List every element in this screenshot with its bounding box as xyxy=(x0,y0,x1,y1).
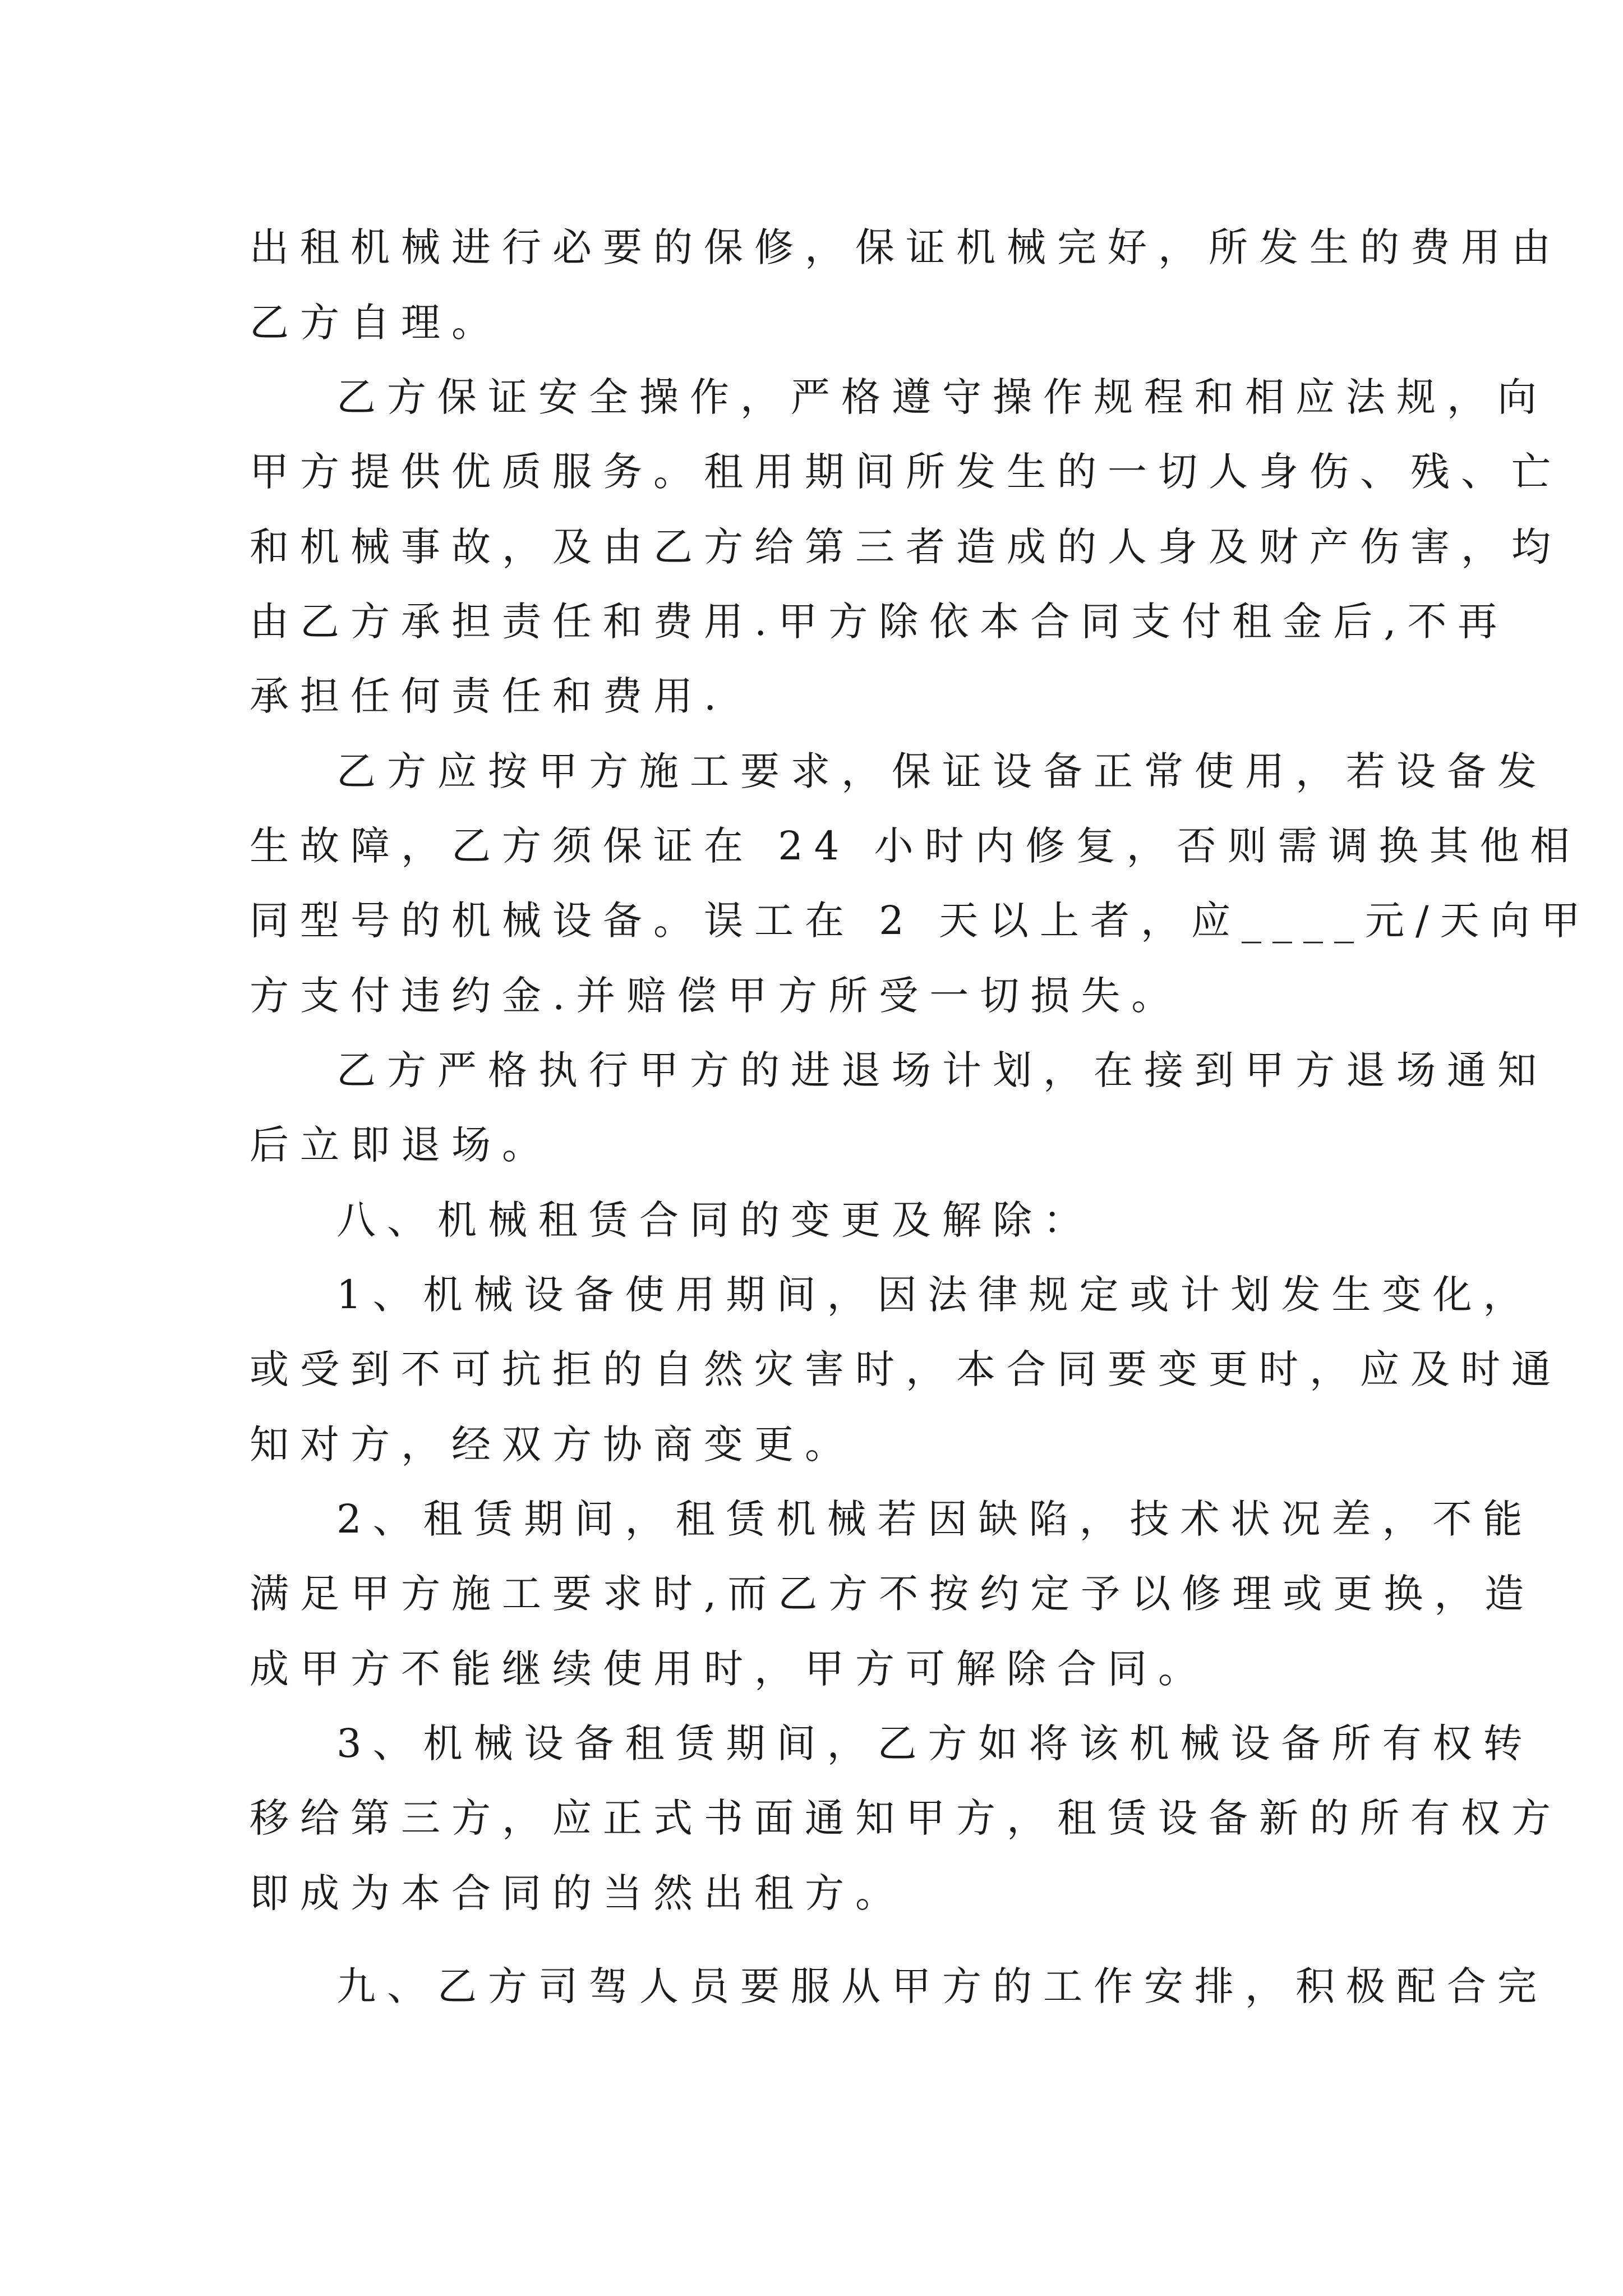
text-line: 1、机械设备使用期间，因法律规定或计划发生变化， xyxy=(336,1272,1534,1318)
text-line: 后立即退场。 xyxy=(250,1122,552,1168)
text-line: 乙方保证安全操作，严格遵守操作规程和相应法规，向 xyxy=(336,374,1548,420)
text-line: 甲方提供优质服务。租用期间所发生的一切人身伤、残、亡 xyxy=(250,449,1562,495)
text-line: 由乙方承担责任和费用.甲方除依本合同支付租金后,不再 xyxy=(250,599,1509,645)
text-line: 生故障，乙方须保证在 24 小时内修复，否则需调换其他相 xyxy=(250,823,1581,869)
section-heading: 八、机械租赁合同的变更及解除： xyxy=(336,1197,1094,1243)
text-line: 乙方应按甲方施工要求，保证设备正常使用，若设备发 xyxy=(336,748,1548,794)
text-line: 乙方严格执行甲方的进退场计划，在接到甲方退场通知 xyxy=(336,1047,1548,1093)
text-line: 成甲方不能继续使用时，甲方可解除合同。 xyxy=(250,1646,1209,1692)
text-line: 方支付违约金.并赔偿甲方所受一切损失。 xyxy=(250,973,1182,1019)
text-line: 移给第三方，应正式书面通知甲方，租赁设备新的所有权方 xyxy=(250,1795,1562,1841)
text-line: 2、租赁期间，租赁机械若因缺陷，技术状况差，不能 xyxy=(336,1496,1534,1542)
section-heading: 九、乙方司驾人员要服从甲方的工作安排，积极配合完 xyxy=(336,1963,1548,2009)
text-line: 或受到不可抗拒的自然灾害时，本合同要变更时，应及时通 xyxy=(250,1346,1562,1392)
text-line: 同型号的机械设备。误工在 2 天以上者，应____元/天向甲 xyxy=(250,898,1592,944)
text-line: 即成为本合同的当然出租方。 xyxy=(250,1870,906,1916)
text-line: 满足甲方施工要求时,而乙方不按约定予以修理或更换，造 xyxy=(250,1571,1536,1617)
text-line: 承担任何责任和费用. xyxy=(250,673,728,719)
text-line: 出租机械进行必要的保修，保证机械完好，所发生的费用由 xyxy=(250,224,1562,270)
text-line: 乙方自理。 xyxy=(250,300,502,346)
text-line: 知对方，经双方协商变更。 xyxy=(250,1421,855,1467)
text-line: 3、机械设备租赁期间，乙方如将该机械设备所有权转 xyxy=(336,1720,1534,1766)
text-line: 和机械事故，及由乙方给第三者造成的人身及财产伤害，均 xyxy=(250,524,1562,570)
